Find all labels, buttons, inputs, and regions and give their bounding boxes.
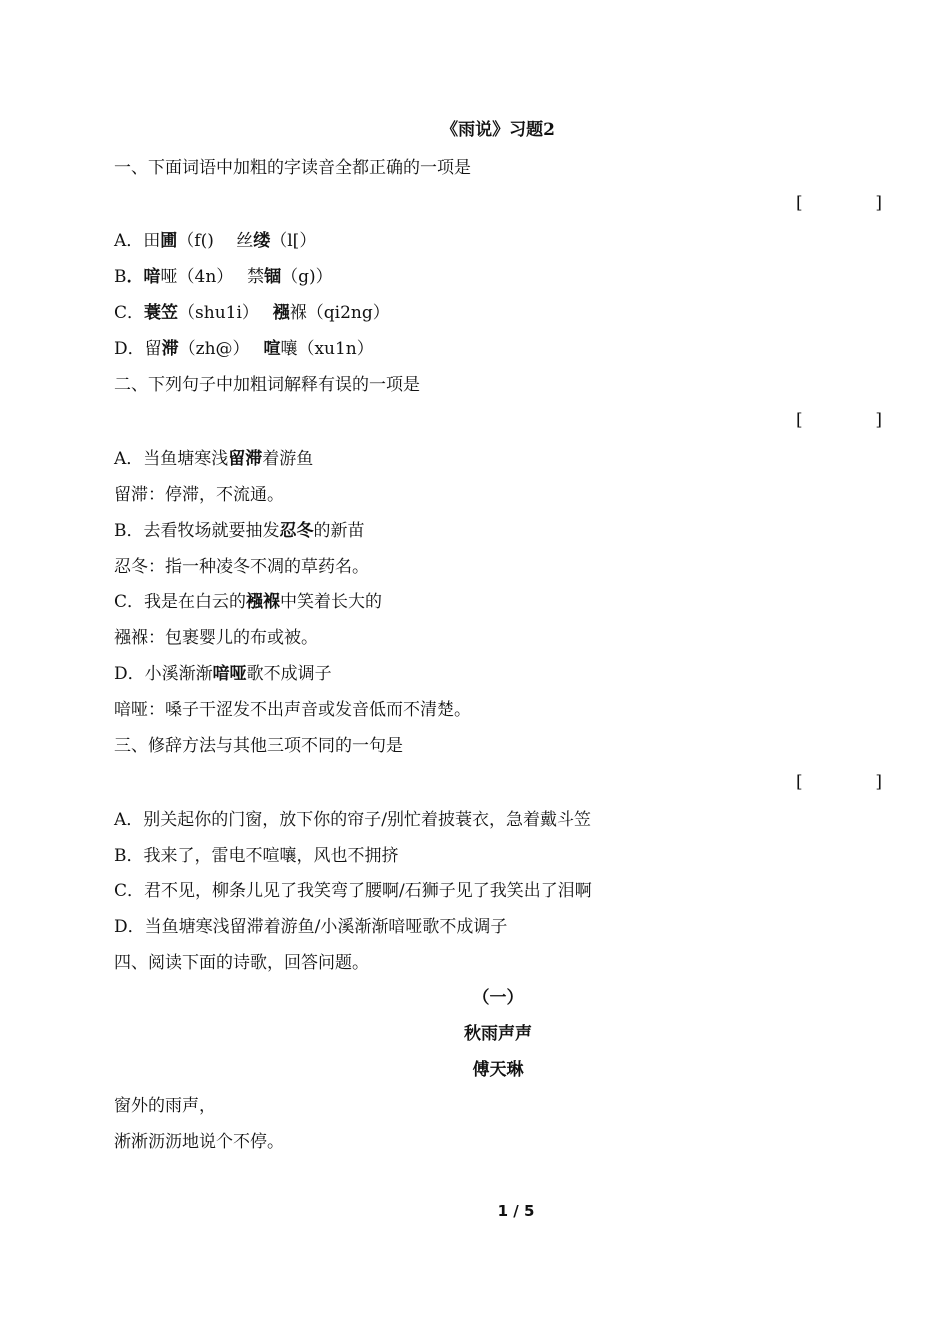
bracket-close: ] <box>875 193 882 213</box>
q3-option-c: C．君不见，柳条儿见了我笑弯了腰啊/石狮子见了我笑出了泪啊 <box>114 881 592 901</box>
bracket-open: [ <box>796 410 803 430</box>
q1-option-a: A．田圃（f() 丝缕（l[） <box>114 231 317 251</box>
bracket-open: [ <box>796 772 803 792</box>
poem-line-2: 淅淅沥沥地说个不停。 <box>114 1132 284 1152</box>
q3-option-b: B．我来了，雷电不喧嚷，风也不拥挤 <box>114 846 399 866</box>
q2-option-b-explanation: 忍冬：指一种凌冬不凋的草药名。 <box>114 557 369 577</box>
q2-option-d-explanation: 喑哑：嗓子干涩发不出声音或发音低而不清楚。 <box>114 700 471 720</box>
q2-option-d: D．小溪渐渐喑哑歌不成调子 <box>114 664 332 684</box>
q1-option-d: D．留滞（zh@） 喧嚷（xu1n） <box>114 339 374 359</box>
q2-option-a: A．当鱼塘寒浅留滞着游鱼 <box>114 449 314 469</box>
poem-title: 秋雨声声 <box>464 1024 532 1044</box>
bracket-close: ] <box>875 772 882 792</box>
q1-stem: 一、下面词语中加粗的字读音全都正确的一项是 <box>114 158 471 178</box>
q1-option-b: B．喑哑（4n） 禁锢（g)） <box>114 267 333 287</box>
poem-author: 傅天琳 <box>472 1060 524 1080</box>
q2-option-b: B．去看牧场就要抽发忍冬的新苗 <box>114 521 365 541</box>
q2-answer-bracket <box>796 409 882 431</box>
page-title: 《雨说》习题2 <box>441 120 555 140</box>
q2-stem: 二、下列句子中加粗词解释有误的一项是 <box>114 375 420 395</box>
q4-stem: 四、阅读下面的诗歌，回答问题。 <box>114 953 369 973</box>
bracket-close: ] <box>875 410 882 430</box>
section-label: （一） <box>472 988 524 1008</box>
poem-line-1: 窗外的雨声， <box>114 1096 216 1116</box>
q3-stem: 三、修辞方法与其他三项不同的一句是 <box>114 736 403 756</box>
bracket-open: [ <box>796 193 803 213</box>
q3-option-a: A．别关起你的门窗，放下你的帘子/别忙着披蓑衣，急着戴斗笠 <box>114 810 592 830</box>
q3-answer-bracket <box>796 771 882 793</box>
q2-option-c: C．我是在白云的襁褓中笑着长大的 <box>114 592 383 612</box>
q1-answer-bracket <box>796 192 882 214</box>
q3-option-d: D．当鱼塘寒浅留滞着游鱼/小溪渐渐喑哑歌不成调子 <box>114 917 508 937</box>
q2-option-c-explanation: 襁褓：包裹婴儿的布或被。 <box>114 628 318 648</box>
q1-option-c: C．蓑笠（shu1i） 襁褓（qi2ng） <box>114 303 390 323</box>
q2-option-a-explanation: 留滞：停滞，不流通。 <box>114 485 284 505</box>
page-number: 1 / 5 <box>497 1202 535 1220</box>
